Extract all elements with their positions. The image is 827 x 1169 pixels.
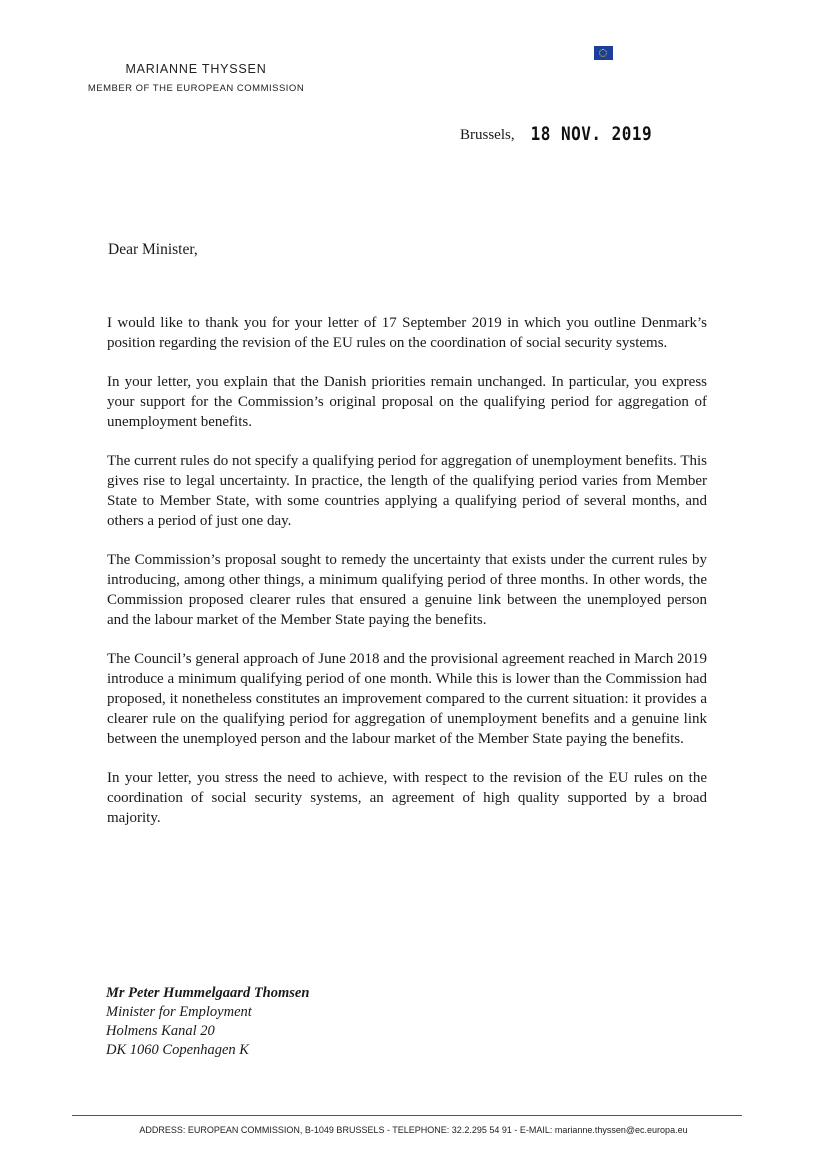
date-stamp: 18 NOV. 2019 bbox=[530, 122, 653, 145]
body-paragraph: The current rules do not specify a qualifying period for aggregation of unemployment benefits. This gives rise to legal uncertainty. In practice, the length of the qualifying period varies from Member State to Member State, with some countries applying a qualifying period of several months, and others a period of just one day. bbox=[107, 453, 707, 529]
sender-title: MEMBER OF THE EUROPEAN COMMISSION bbox=[87, 83, 305, 94]
body-paragraph: The Commission’s proposal sought to remedy the uncertainty that exists under the current rules by introducing, among other things, a minimum qualifying period of three months. In other words, the Commission proposed clearer rules that ensured a genuine link between the unemployed person and the labour market of the Member State paying the benefits. bbox=[107, 552, 707, 628]
eu-flag-icon bbox=[594, 46, 613, 60]
letter-body bbox=[107, 313, 707, 847]
recipient-name: Mr Peter Hummelgaard Thomsen bbox=[106, 985, 310, 1001]
footer-address: ADDRESS: EUROPEAN COMMISSION, B-1049 BRUSSELS - TELEPHONE: 32.2.295 54 91 - E-MAIL: marianne.thyssen@ec.europa.eu bbox=[139, 1125, 688, 1135]
recipient-city: DK 1060 Copenhagen K bbox=[106, 1042, 249, 1058]
body-paragraph: I would like to thank you for your letter of 17 September 2019 in which you outline Denmark’s position regarding the revision of the EU rules on the coordination of social security systems. bbox=[107, 315, 707, 351]
recipient-address bbox=[106, 984, 309, 1060]
body-paragraph: The Council’s general approach of June 2018 and the provisional agreement reached in March 2019 introduce a minimum qualifying period of one month. While this is lower than the Commission had proposed, it nonetheless constitutes an improvement compared to the current situation: it provides a clearer rule on the qualifying period for aggregation of unemployment benefits and a genuine link between the unemployed person and the labour market of the Member State paying the benefits. bbox=[107, 651, 707, 747]
recipient-street: Holmens Kanal 20 bbox=[106, 1023, 215, 1039]
dateline-place: Brussels, bbox=[460, 127, 515, 143]
sender-name: MARIANNE THYSSEN bbox=[125, 62, 267, 76]
body-paragraph: In your letter, you explain that the Danish priorities remain unchanged. In particular, you express your support for the Commission’s original proposal on the qualifying period for aggregation of unemployment benefits. bbox=[107, 374, 707, 430]
body-paragraph: In your letter, you stress the need to achieve, with respect to the revision of the EU rules on the coordination of social security systems, an agreement of high quality supported by a broad majority. bbox=[107, 770, 707, 826]
dateline bbox=[460, 124, 652, 144]
recipient-role: Minister for Employment bbox=[106, 1004, 252, 1020]
footer-divider bbox=[72, 1115, 742, 1116]
salutation: Dear Minister, bbox=[108, 241, 198, 258]
